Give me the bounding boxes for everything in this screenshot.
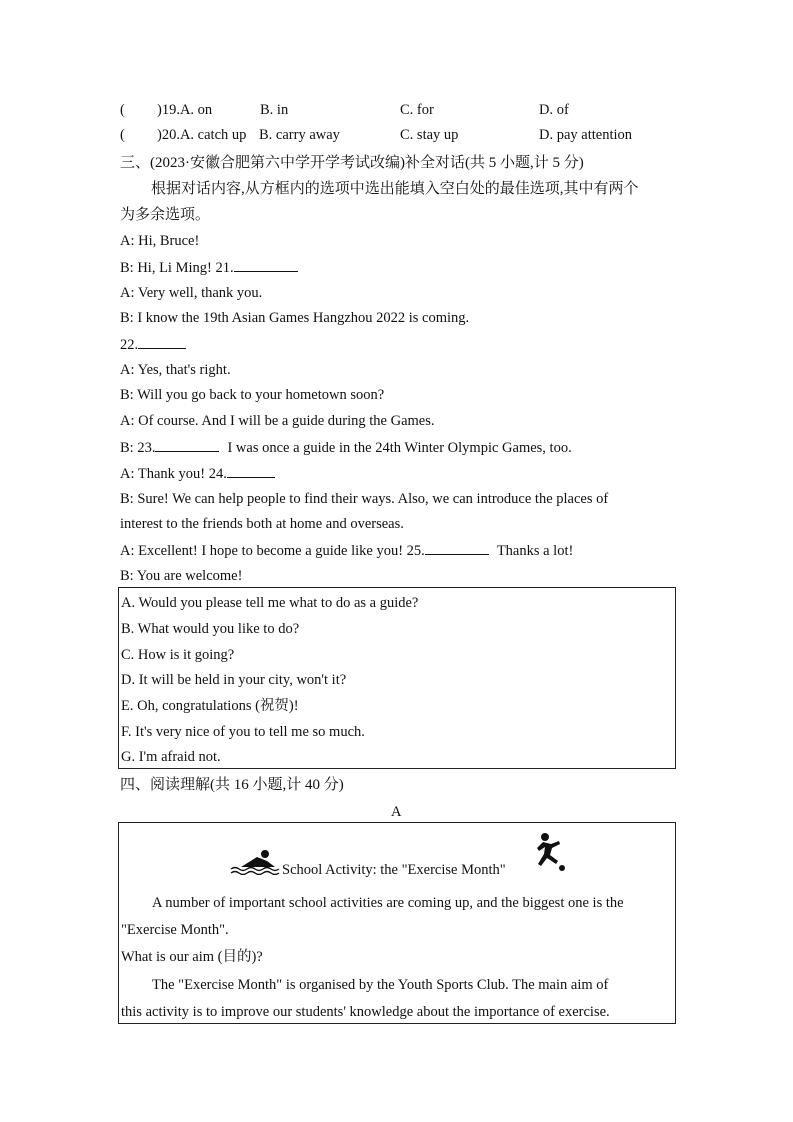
- passage-paragraph-1: A number of important school activities are coming up, and the biggest one is the: [152, 895, 624, 911]
- q20-open-paren: (: [120, 127, 125, 143]
- answer-blank-22[interactable]: [138, 334, 186, 349]
- section-3-instruction-cont: 为多余选项。: [120, 207, 211, 223]
- option-g: G. I'm afraid not.: [121, 749, 221, 765]
- dialogue-line-25: [120, 540, 573, 561]
- question-20: [120, 127, 125, 144]
- answer-blank-23[interactable]: [155, 437, 219, 452]
- runner-icon: [531, 831, 567, 873]
- q19-option-a: )19.A. on: [157, 102, 213, 118]
- option-d: D. It will be held in your city, won't it?: [121, 672, 347, 688]
- dialogue-text: A: Thank you! 24.: [120, 466, 227, 482]
- dialogue-line-24: [120, 463, 275, 484]
- dialogue-line: A: Very well, thank you.: [120, 285, 263, 301]
- question-19: [120, 102, 125, 119]
- passage-paragraph-2: The "Exercise Month" is organised by the Youth Sports Club. The main aim of: [152, 977, 609, 993]
- dialogue-text: B: 23.: [120, 440, 156, 456]
- dialogue-text: Thanks a lot!: [496, 543, 574, 559]
- dialogue-line-23: [120, 437, 572, 458]
- option-a: A. Would you please tell me what to do as a guide?: [121, 595, 419, 611]
- section-4-heading: 四、阅读理解(共 16 小题,计 40 分): [120, 777, 344, 793]
- dialogue-line-22: [120, 334, 186, 355]
- options-box: [118, 587, 676, 769]
- swimmer-icon: [227, 845, 283, 875]
- passage-title: School Activity: the "Exercise Month": [282, 862, 506, 878]
- dialogue-line-21: [120, 257, 298, 278]
- q19-option-c: C. for: [400, 102, 434, 118]
- q19-open-paren: (: [120, 102, 125, 118]
- q20-option-c: C. stay up: [400, 127, 459, 143]
- q20-option-b: B. carry away: [259, 127, 340, 143]
- dialogue-line: A: Of course. And I will be a guide during the Games.: [120, 413, 435, 429]
- dialogue-line: B: I know the 19th Asian Games Hangzhou 2022 is coming.: [120, 310, 470, 326]
- q20-option-a: )20.A. catch up: [157, 127, 247, 143]
- answer-blank-24[interactable]: [227, 463, 275, 478]
- dialogue-text: B: Hi, Li Ming! 21.: [120, 260, 234, 276]
- dialogue-line: A: Hi, Bruce!: [120, 233, 200, 249]
- answer-blank-21[interactable]: [234, 257, 298, 272]
- q19-option-b: B. in: [260, 102, 289, 118]
- answer-blank-25[interactable]: [425, 540, 489, 555]
- section-3-instruction: 根据对话内容,从方框内的选项中选出能填入空白处的最佳选项,其中有两个: [151, 181, 639, 197]
- dialogue-line: B: Sure! We can help people to find their ways. Also, we can introduce the places of: [120, 491, 609, 507]
- option-f: F. It's very nice of you to tell me so much.: [121, 724, 365, 740]
- q19-option-d: D. of: [539, 102, 569, 118]
- dialogue-line: A: Yes, that's right.: [120, 362, 231, 378]
- passage-aim-question: What is our aim (目的)?: [121, 949, 263, 965]
- section-3-heading: 三、(2023·安徽合肥第六中学开学考试改编)补全对话(共 5 小题,计 5 分): [120, 155, 584, 171]
- option-b: B. What would you like to do?: [121, 621, 300, 637]
- dialogue-text: I was once a guide in the 24th Winter Olympic Games, too.: [227, 440, 572, 456]
- dialogue-line: B: Will you go back to your hometown soon?: [120, 387, 385, 403]
- dialogue-line: B: You are welcome!: [120, 568, 243, 584]
- option-e: E. Oh, congratulations (祝贺)!: [121, 698, 299, 714]
- option-c: C. How is it going?: [121, 647, 235, 663]
- passage-label: A: [391, 804, 402, 820]
- passage-paragraph-1-cont: "Exercise Month".: [121, 922, 229, 938]
- passage-box: [118, 822, 676, 1024]
- passage-paragraph-2-cont: this activity is to improve our students' knowledge about the importance of exercise.: [121, 1004, 610, 1020]
- dialogue-line: interest to the friends both at home and overseas.: [120, 516, 404, 532]
- dialogue-text: 22.: [120, 337, 139, 353]
- dialogue-text: A: Excellent! I hope to become a guide like you! 25.: [120, 543, 425, 559]
- q20-option-d: D. pay attention: [539, 127, 633, 143]
